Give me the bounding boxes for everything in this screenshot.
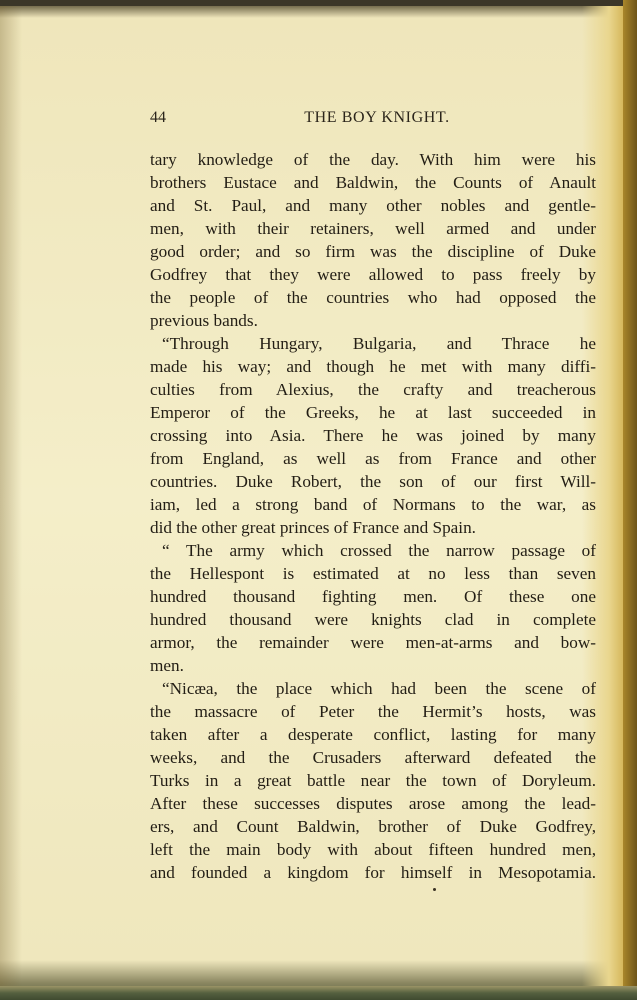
text-line: “Nicæa, the place which had been the scene of (162, 679, 596, 698)
text-line: men. (150, 656, 184, 675)
text-line: countries. Duke Robert, the son of our first Will- (150, 472, 596, 491)
book-cover-bottom-edge (0, 986, 637, 1000)
ink-speck (433, 888, 436, 891)
text-line: the Hellespont is estimated at no less than seven (150, 564, 596, 583)
page-number: 44 (150, 109, 166, 126)
text-line: and founded a kingdom for himself in Mesopotamia. (150, 863, 596, 882)
text-line: Turks in a great battle near the town of Doryleum. (150, 771, 596, 790)
text-line: “Through Hungary, Bulgaria, and Thrace he (162, 334, 596, 353)
text-line: and St. Paul, and many other nobles and gentle- (150, 196, 596, 215)
text-line: men, with their retainers, well armed and under (150, 219, 596, 238)
text-line: “ The army which crossed the narrow passage of (162, 541, 596, 560)
body-text (150, 148, 596, 884)
text-line: good order; and so firm was the discipline of Duke (150, 242, 596, 261)
text-line: did the other great princes of France and Spain. (150, 518, 476, 537)
text-line: weeks, and the Crusaders afterward defeated the (150, 748, 596, 767)
text-line: hundred thousand fighting men. Of these one (150, 587, 596, 606)
text-line: Godfrey that they were allowed to pass freely by (150, 265, 596, 284)
text-line: the people of the countries who had opposed the (150, 288, 596, 307)
text-line: armor, the remainder were men-at-arms and bow- (150, 633, 596, 652)
book-spine-edge (623, 0, 637, 1000)
text-line: brothers Eustace and Baldwin, the Counts of Anault (150, 173, 596, 192)
text-line: tary knowledge of the day. With him were his (150, 150, 596, 169)
scan-top-edge (0, 0, 637, 6)
running-title: THE BOY KNIGHT. (304, 109, 450, 126)
text-line: previous bands. (150, 311, 258, 330)
text-line: iam, led a strong band of Normans to the war, as (150, 495, 596, 514)
text-line: Emperor of the Greeks, he at last succeeded in (150, 403, 596, 422)
text-line: ers, and Count Baldwin, brother of Duke Godfrey, (150, 817, 596, 836)
text-line: the massacre of Peter the Hermit’s hosts, was (150, 702, 596, 721)
text-line: hundred thousand were knights clad in complete (150, 610, 596, 629)
text-line: left the main body with about fifteen hundred men, (150, 840, 596, 859)
text-line: taken after a desperate conflict, lasting for many (150, 725, 596, 744)
text-line: culties from Alexius, the crafty and treacherous (150, 380, 596, 399)
page-header (150, 109, 596, 131)
text-line: from England, as well as from France and other (150, 449, 596, 468)
text-line: crossing into Asia. There he was joined by many (150, 426, 596, 445)
text-line: After these successes disputes arose among the lead- (150, 794, 596, 813)
text-line: made his way; and though he met with many diffi- (150, 357, 596, 376)
